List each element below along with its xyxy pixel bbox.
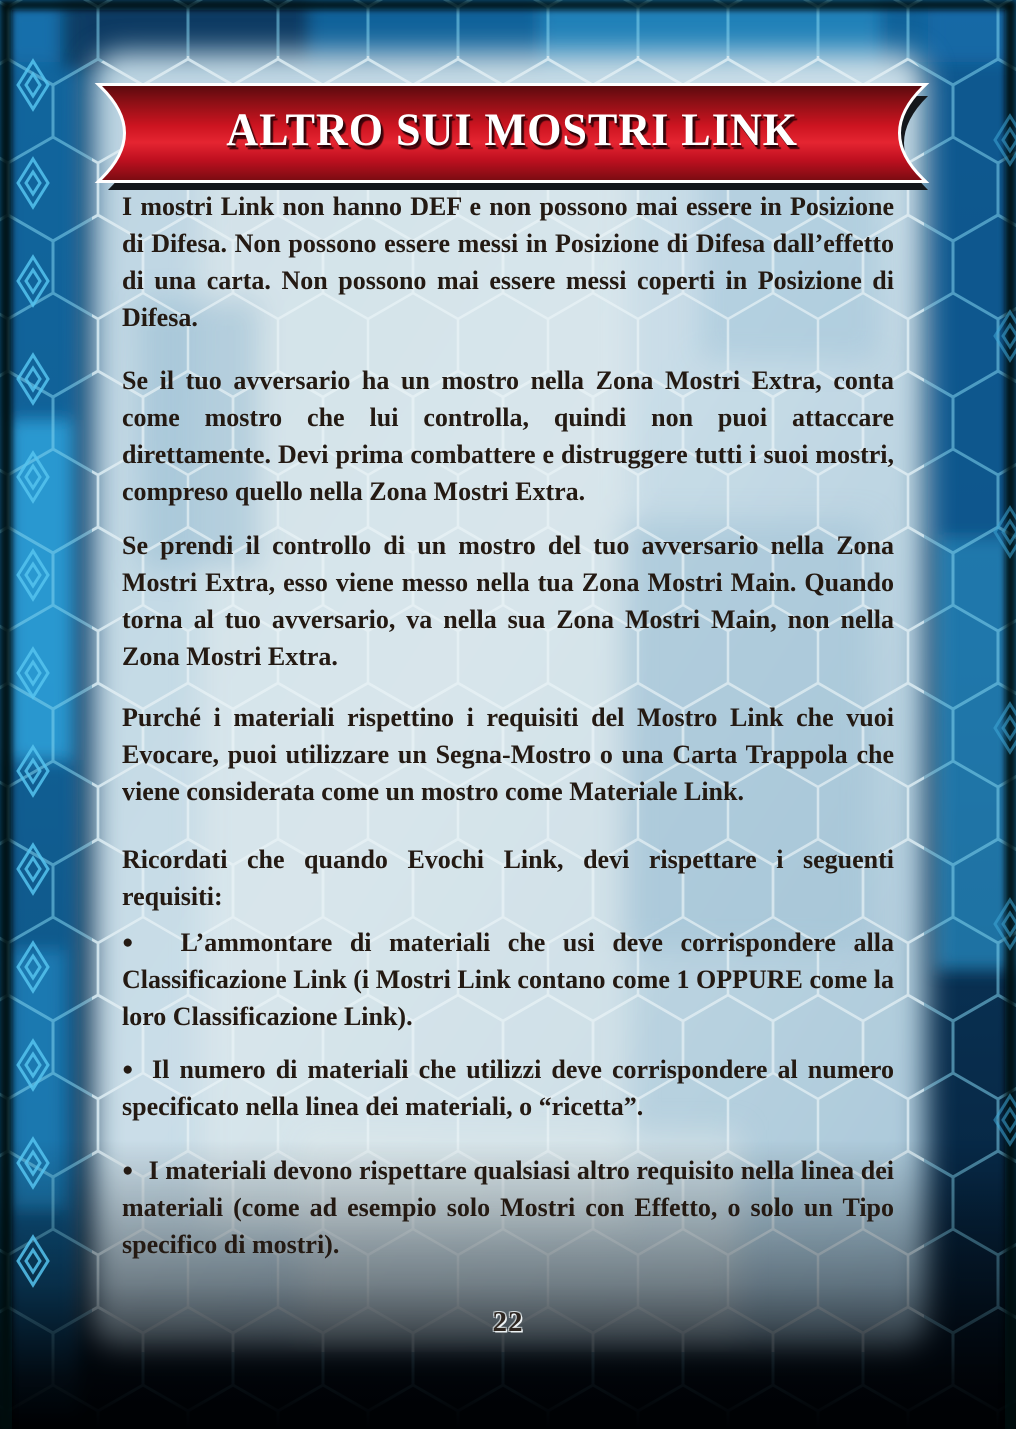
bullet-item-link-rating [122,924,894,1035]
paragraph-extra-monster-zone-attack: Se il tuo avversario ha un mostro nella Zona Mostri Extra, conta come mostro che lui controlla, quindi non puoi attaccare direttamente. Devi prima combattere e distruggere tutti i suoi mostri, compreso quello nella Zona Mostri Extra. [122,366,894,506]
bullet-icon: ● [122,1059,138,1080]
bullet-icon: ● [122,1160,134,1181]
bullet-item-material-count [122,1051,894,1125]
paragraph-link-no-def: I mostri Link non hanno DEF e non possono mai essere in Posizione di Difesa. Non possono essere messi in Posizione di Difesa dall’effetto di una carta. Non possono mai essere messi coperti in Posizione di Difesa. [122,192,894,332]
bullet-text: I materiali devono rispettare qualsiasi altro requisito nella linea dei materiali (come ad esempio solo Mostri con Effetto, o solo un Tipo specifico di mostri). [122,1156,894,1259]
paragraph-link-materials: Purché i materiali rispettino i requisiti del Mostro Link che vuoi Evocare, puoi utilizzare un Segna-Mostro o una Carta Trappola che viene considerata come un mostro come Materiale Link. [122,703,894,806]
bullet-text: L’ammontare di materiali che usi deve corrispondere alla Classificazione Link (i Mostri Link contano come 1 OPPURE come la loro Classificazione Link). [122,928,894,1031]
page-title-text: ALTRO SUI MOSTRI LINK [226,104,798,156]
paragraph-take-control: Se prendi il controllo di un mostro del tuo avversario nella Zona Mostri Extra, esso viene messo nella tua Zona Mostri Main. Quando torna al tuo avversario, va nella sua Zona Mostri Main, non nella Zona Mostri Extra. [122,531,894,671]
bullet-text: Il numero di materiali che utilizzi deve corrispondere al numero specificato nella linea dei materiali, o “ricetta”. [122,1055,894,1121]
body-text [122,188,894,1263]
page-number: 22 [492,1306,524,1338]
bullet-item-material-requirements [122,1152,894,1263]
bullet-icon: ● [122,932,145,953]
page-title [94,80,930,180]
title-banner [94,80,930,192]
paragraph-link-summon-requirements-intro: Ricordati che quando Evochi Link, devi rispettare i seguenti requisiti: [122,845,894,911]
